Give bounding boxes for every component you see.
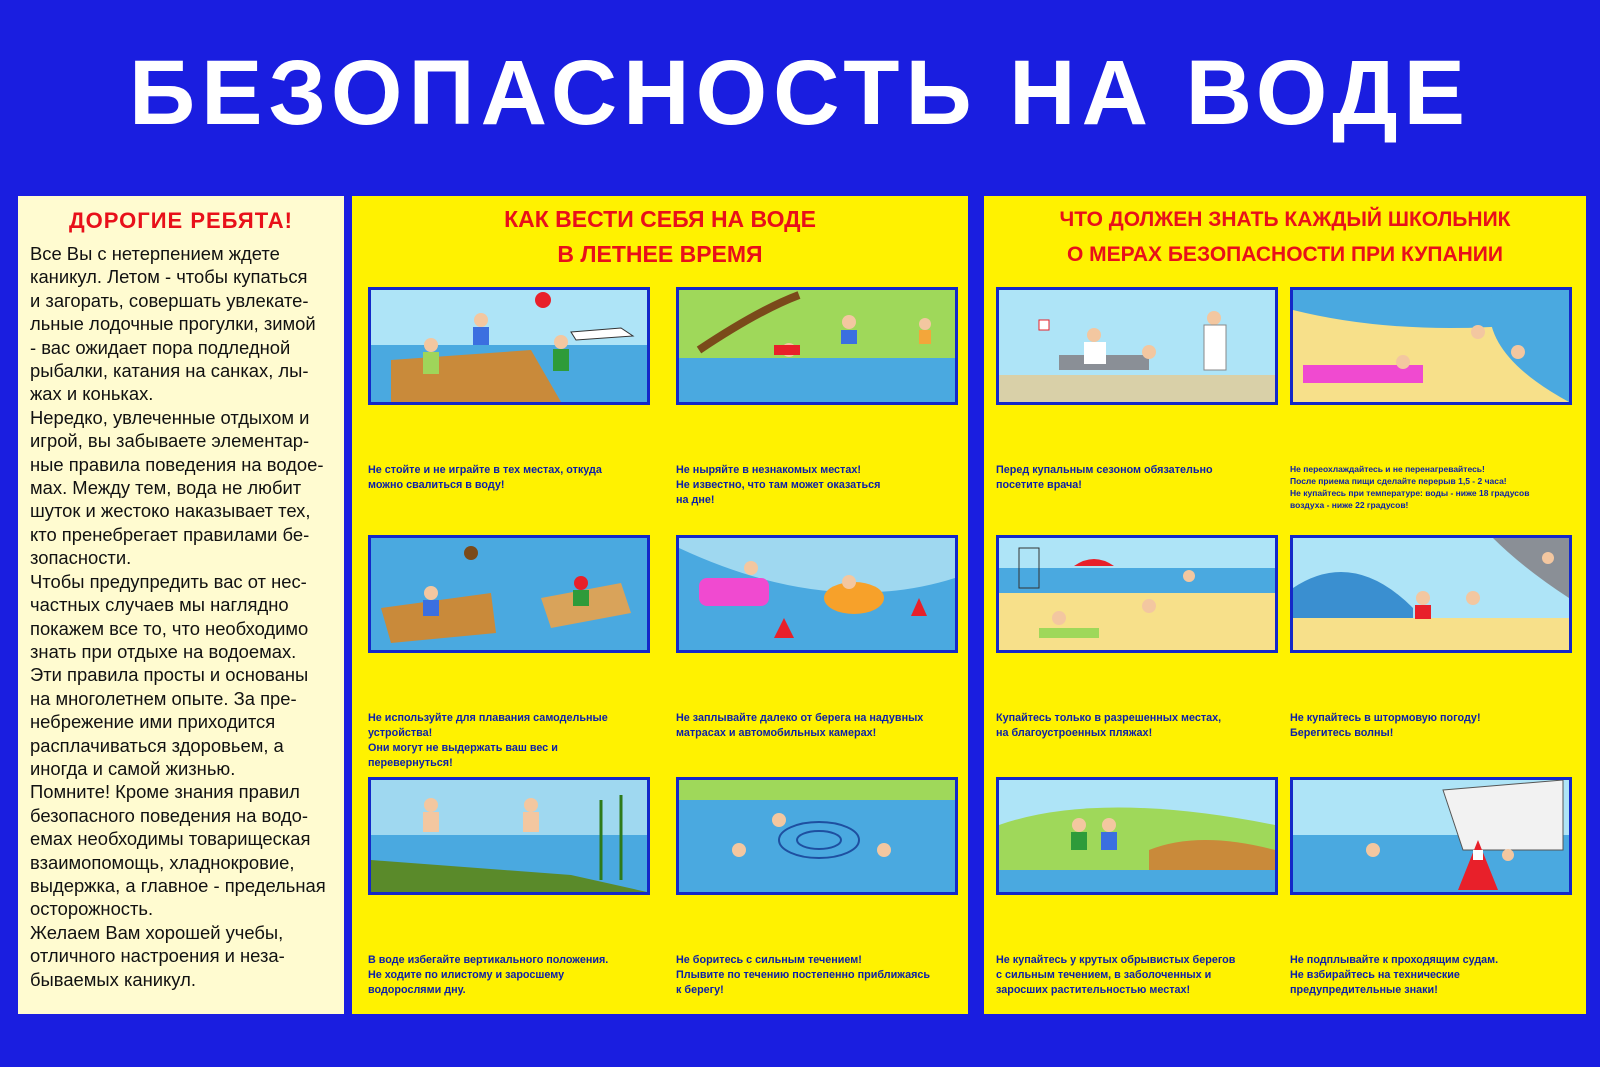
- card-caption: Не стойте и не играйте в тех местах, откуда можно свалиться в воду!: [368, 464, 602, 491]
- card-caption: Не используйте для плавания самодельные устройства! Они могут не выдержать ваш вес и перевернуться!: [368, 712, 608, 769]
- inflatable-icon: [676, 535, 958, 653]
- beach-icon: [996, 535, 1278, 653]
- intro-text: Все Вы с нетерпением ждете каникул. Летом - чтобы купаться и загорать, совершать увлекате- льные лодочные прогулки, зимой - вас ожидает пора подледной рыбалки, катания на санках, лы- жах и коньках. Нередко, увлеченные отдыхом и игрой, вы забываете элементар- ные правила поведения на водое- мах. Между тем, вода не любит шуток и жестоко наказывает тех, кто пренебрегает правилами бе- зопасности. Чтобы предупредить вас от нес- частных случаев мы наглядно покажем все то, что необходимо знать при отдыхе на водоемах. Эти правила просты и основаны на многолетнем опыте. За пре- небрежение ими приходится расплачиваться здоровьем, а иногда и самой жизнью. Помните! Кроме знания правил безопасного поведения на водо- емах необходимы товарищеская взаимопомощь, хладнокровие, выдержка, а главное - предельная осторожность. Желаем Вам хорошей учебы, отличного настроения и неза- бываемых каникул.: [30, 243, 326, 990]
- pier-ball-icon: [368, 287, 650, 405]
- card-caption: В воде избегайте вертикального положения. Не ходите по илистому и заросшему водорослями дну.: [368, 954, 609, 996]
- diving-icon: [676, 287, 958, 405]
- raft-icon: [368, 535, 650, 653]
- intro-heading: ДОРОГИЕ РЕБЯТА!: [68, 208, 294, 233]
- card-caption: Не купайтесь в штормовую погоду! Берегитесь волны!: [1290, 712, 1481, 739]
- whirlpool-icon: [676, 777, 958, 895]
- card-caption: Перед купальным сезоном обязательно посетите врача!: [996, 464, 1213, 491]
- card-caption: Не заплывайте далеко от берега на надувных матрасах и автомобильных камерах!: [676, 712, 924, 739]
- card-caption: Не переохлаждайтесь и не перенагревайтесь! После приема пищи сделайте перерыв 1,5 - 2 часа! Не купайтесь при температуре: воды - ниже 18 градусов воздуха - ниже 22 градусов!: [1290, 464, 1530, 510]
- summer-rules-heading: КАК ВЕСТИ СЕБЯ НА ВОДЕ В ЛЕТНЕЕ ВРЕМЯ: [504, 206, 816, 267]
- sunbathing-icon: [1290, 287, 1572, 405]
- card-caption: Не ныряйте в незнакомых местах! Не известно, что там может оказаться на дне!: [676, 464, 881, 506]
- card-caption: Не купайтесь у крутых обрывистых берегов с сильным течением, в заболоченных и заросших растительностью местах!: [996, 954, 1236, 996]
- intro-panel: [18, 196, 344, 1014]
- poster-title: БЕЗОПАСНОСТЬ НА ВОДЕ: [128, 42, 1472, 144]
- card-caption: Не боритесь с сильным течением! Плывите по течению постепенно приближаясь к берегу!: [676, 954, 931, 996]
- swimming-safety-heading: ЧТО ДОЛЖЕН ЗНАТЬ КАЖДЫЙ ШКОЛЬНИК О МЕРАХ БЕЗОПАСНОСТИ ПРИ КУПАНИИ: [1059, 208, 1511, 266]
- ship-buoy-icon: [1290, 777, 1572, 895]
- doctor-icon: [996, 287, 1278, 405]
- card-caption: Не подплывайте к проходящим судам. Не взбирайтесь на технические предупредительные знаки!: [1290, 954, 1499, 996]
- storm-wave-icon: [1290, 535, 1572, 653]
- card-caption: Купайтесь только в разрешенных местах, на благоустроенных пляжах!: [996, 712, 1222, 739]
- reeds-icon: [368, 777, 650, 895]
- cliff-shore-icon: [996, 777, 1278, 895]
